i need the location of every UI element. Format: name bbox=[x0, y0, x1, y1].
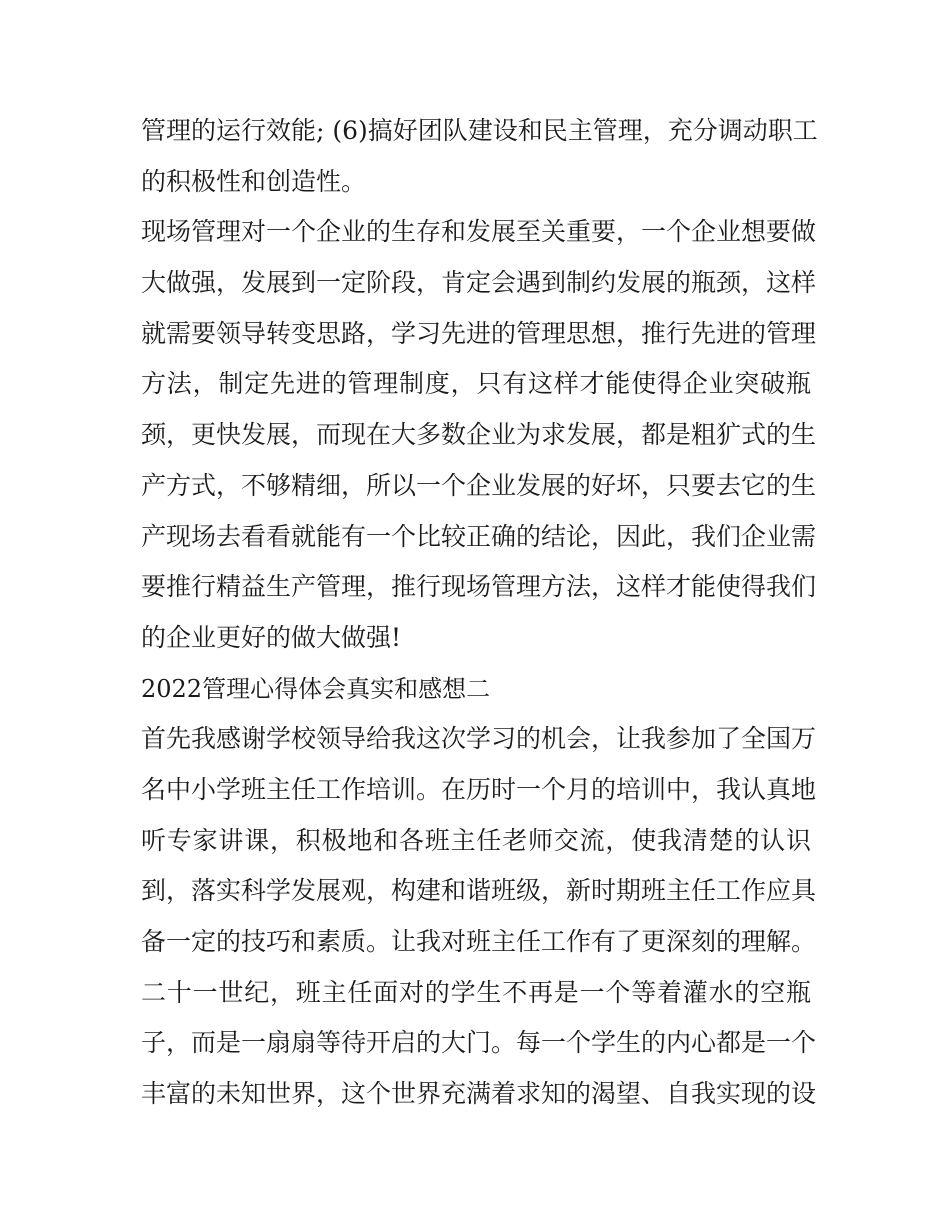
document-body bbox=[141, 106, 821, 1120]
text-line: 子，而是一扇扇等待开启的大门。每一个学生的内心都是一个 bbox=[141, 1028, 817, 1058]
text-line: 首先我感谢学校领导给我这次学习的机会，让我参加了全国万 bbox=[141, 724, 817, 754]
text-line: 方法，制定先进的管理制度，只有这样才能使得企业突破瓶 bbox=[141, 369, 811, 399]
text-line: 丰富的未知世界，这个世界充满着求知的渴望、自我实现的设 bbox=[141, 1079, 817, 1109]
text-line: 到，落实科学发展观，构建和谐班级，新时期班主任工作应具 bbox=[141, 876, 817, 906]
text-line: 二十一世纪，班主任面对的学生不再是一个等着灌水的空瓶 bbox=[141, 977, 811, 1007]
text-line: 现场管理对一个企业的生存和发展至关重要，一个企业想要做 bbox=[141, 217, 817, 247]
text-line: 颈，更快发展，而现在大多数企业为求发展，都是粗犷式的生 bbox=[141, 420, 817, 450]
text-line: 要推行精益生产管理，推行现场管理方法，这样才能使得我们 bbox=[141, 572, 817, 602]
text-line: 产方式，不够精细，所以一个企业发展的好坏，只要去它的生 bbox=[141, 470, 817, 500]
text-line: 备一定的技巧和素质。让我对班主任工作有了更深刻的理解。 bbox=[141, 927, 817, 956]
text-line: 名中小学班主任工作培训。在历时一个月的培训中，我认真地 bbox=[141, 774, 817, 804]
text-line: 产现场去看看就能有一个比较正确的结论，因此，我们企业需 bbox=[141, 521, 817, 551]
text-line: 的积极性和创造性。 bbox=[141, 166, 367, 196]
section-heading: 2022管理心得体会真实和感想二 bbox=[141, 674, 491, 703]
text-line: 管理的运行效能; (6)搞好团队建设和民主管理，充分调动职工 bbox=[141, 116, 818, 145]
text-line: 就需要领导转变思路，学习先进的管理思想，推行先进的管理 bbox=[141, 318, 817, 348]
text-line: 听专家讲课，积极地和各班主任老师交流，使我清楚的认识 bbox=[141, 825, 811, 855]
text-line: 大做强，发展到一定阶段，肯定会遇到制约发展的瓶颈，这样 bbox=[141, 268, 817, 298]
text-line: 的企业更好的做大做强! bbox=[141, 622, 402, 652]
